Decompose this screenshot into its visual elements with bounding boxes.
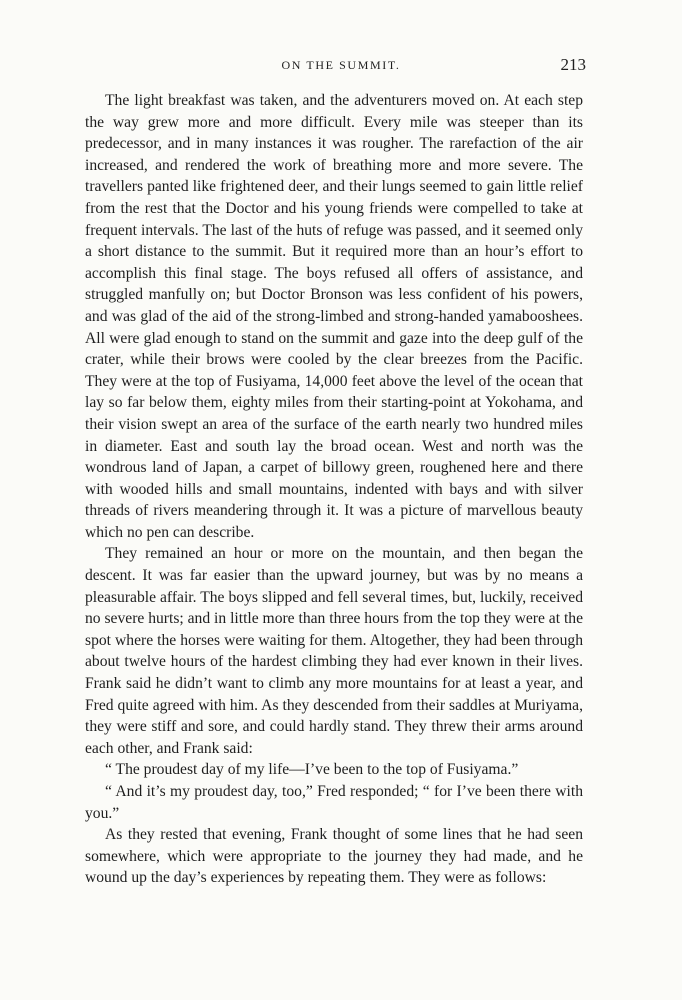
paragraph: They remained an hour or more on the mountain, and then began the descent. It was far easier than the upward journey, but was by no means a pleasurable affair. The boys slipped and fell several times, but, luckily, received no severe hurts; and in little more than three hours from the top they were at the spot where the horses were waiting for them. Altogether, they had been through about twelve hours of the hardest climbing they had ever known in their lives. Frank said he didn’t want to climb any more mountains for at least a year, and Fred quite agreed with him. As they descended from their saddles at Muriyama, they were stiff and sore, and could hardly stand. They threw their arms around each other, and Frank said: <box>85 545 583 757</box>
paragraph: As they rested that evening, Frank thought of some lines that he had seen somewhere, which were appropriate to the journey they had made, and he wound up the day’s experiences by repeating them. They were as follows: <box>85 826 583 887</box>
running-head: ON THE SUMMIT. <box>281 58 401 72</box>
page-header <box>0 55 682 78</box>
page-number: 213 <box>560 55 586 74</box>
paragraph: The light breakfast was taken, and the adventurers moved on. At each step the way grew more and more difficult. Every mile was steeper than its predecessor, and in many instances it was rougher. The rarefaction of the air increased, and rendered the work of breathing more and more severe. The travellers panted like frightened deer, and their lungs seemed to gain little relief from the rest that the Doctor and his young friends were compelled to take at frequent intervals. The last of the huts of refuge was passed, and it seemed only a short distance to the summit. But it required more than an hour’s effort to accomplish this final stage. The boys refused all offers of assistance, and struggled manfully on; but Doctor Bronson was less confident of his powers, and was glad of the aid of the strong-limbed and strong-handed yamabooshees. All were glad enough to stand on the summit and gaze into the deep gulf of the crater, while their brows were cooled by the clear breezes from the Pacific. They were at the top of Fusiyama, 14,000 feet above the level of the ocean that lay so far below them, eighty miles from their starting-point at Yokohama, and their vision swept an area of the surface of the earth nearly two hundred miles in diameter. East and south lay the broad ocean. West and north was the wondrous land of Japan, a carpet of billowy green, roughened here and there with wooded hills and small mountains, indented with bays and with silver threads of rivers meandering through it. It was a picture of marvellous beauty which no pen can describe. <box>85 92 583 541</box>
body-text <box>85 90 583 889</box>
paragraph: “ And it’s my proudest day, too,” Fred responded; “ for I’ve been there with you.” <box>85 783 583 822</box>
paragraph: “ The proudest day of my life—I’ve been to the top of Fusiyama.” <box>105 761 519 779</box>
